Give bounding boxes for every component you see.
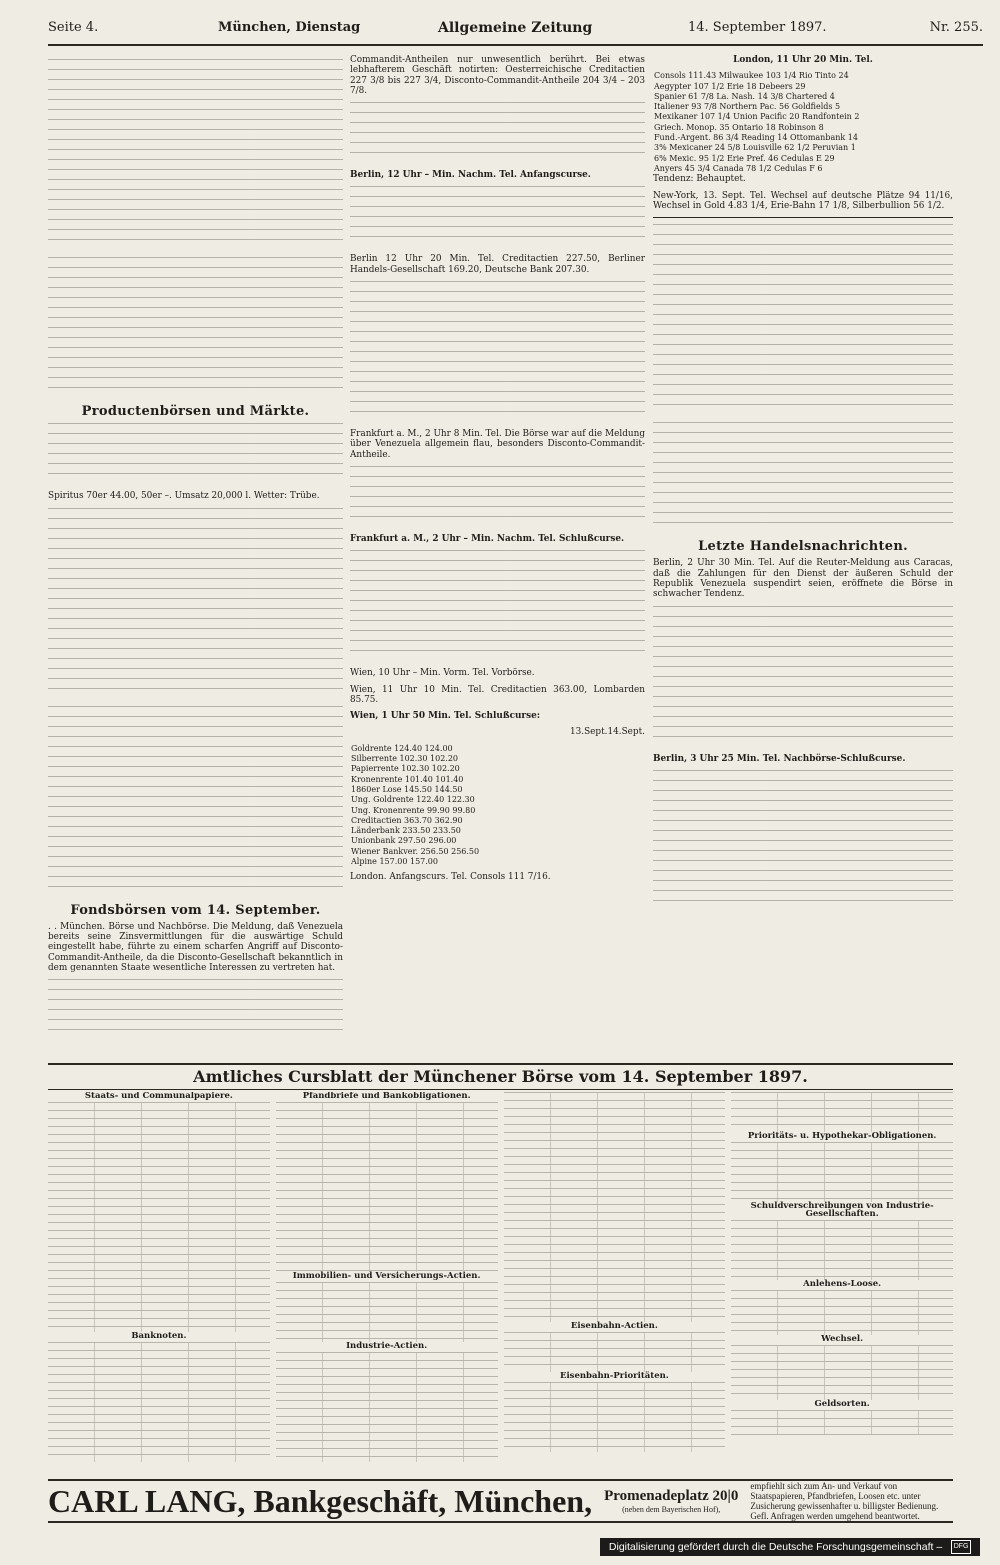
text-block xyxy=(48,257,343,397)
column-3 xyxy=(653,55,953,1055)
london-tendenz: Tendenz: Behauptet. xyxy=(653,174,746,185)
quote-row xyxy=(653,164,953,174)
digitization-footer xyxy=(600,1538,980,1556)
section-heading-fondsboersen: Fondsbörsen vom 14. September. xyxy=(70,902,321,918)
quote-cell: Fund.-Argent. 86 3/4 Reading 14 Ottomanbank 14 xyxy=(654,133,858,143)
stock-column xyxy=(48,1092,270,1477)
text-block xyxy=(350,102,645,162)
stock-table xyxy=(731,1142,953,1202)
quote-row xyxy=(350,795,645,805)
column-1 xyxy=(48,55,343,1055)
berlin-spiritus: Spiritus 70er 44.00, 50er –. Umsatz 20,000 l. Wetter: Trübe. xyxy=(48,491,320,502)
text-block xyxy=(350,186,645,246)
quote-row xyxy=(350,836,645,846)
text-block xyxy=(653,770,953,910)
quote-row xyxy=(350,764,645,774)
london-quote-table xyxy=(653,71,953,174)
ad-address-note: (neben dem Bayerischen Hof), xyxy=(622,1505,721,1514)
stock-table xyxy=(48,1102,270,1332)
quote-cell: Silberrente 102.30 102.20 xyxy=(351,754,459,764)
official-price-sheet-title: Amtliches Cursblatt der Münchener Börse vom 14. September 1897. xyxy=(48,1063,953,1090)
stock-table xyxy=(731,1410,953,1435)
quote-cell: Wiener Bankver. 256.50 256.50 xyxy=(351,846,480,856)
text-block xyxy=(48,59,343,249)
quote-row xyxy=(350,857,645,867)
quote-row xyxy=(350,826,645,836)
quote-cell: Aegypter 107 1/2 Erie 18 Debeers 29 xyxy=(654,81,806,91)
dfg-logo-icon: DFG xyxy=(951,1540,971,1554)
page-header xyxy=(48,18,983,46)
stock-section-title: Prioritäts- u. Hypothekar-Obligationen. xyxy=(747,1131,937,1141)
stock-section-title: Schuldverschreibungen von Industrie-Gesellschaften. xyxy=(750,1201,934,1219)
stock-section-title: Wechsel. xyxy=(821,1334,864,1344)
ad-address: Promenadeplatz 20|0 xyxy=(604,1488,739,1504)
place-day: München, Dienstag xyxy=(218,20,361,35)
text-block xyxy=(48,706,343,896)
newyork-report: New-York, 13. Sept. Tel. Wechsel auf deutsche Plätze 94 11/16, Wechsel in Gold 4.83 1/4, Erie-Bahn 17 1/8, Silberbullion 56 1/2. xyxy=(653,190,953,211)
quote-row xyxy=(350,754,645,764)
quote-row xyxy=(653,92,953,102)
quote-cell: Mexikaner 107 1/4 Union Pacific 20 Randfontein 2 xyxy=(654,112,860,122)
stock-table xyxy=(48,1342,270,1462)
quote-cell: Griech. Monop. 35 Ontario 18 Robinson 8 xyxy=(654,122,824,132)
stock-section-title: Geldsorten. xyxy=(814,1399,870,1409)
text-block xyxy=(350,466,645,526)
stock-section-title: Eisenbahn-Actien. xyxy=(570,1321,658,1331)
quote-row xyxy=(653,112,953,122)
stock-section-title: Banknoten. xyxy=(131,1331,187,1341)
quote-row xyxy=(653,82,953,92)
quote-row xyxy=(350,785,645,795)
quote-row xyxy=(350,744,645,754)
masthead-title: Allgemeine Zeitung xyxy=(438,20,593,36)
stock-section-title: Immobilien- und Versicherungs-Actien. xyxy=(292,1271,481,1281)
stock-table xyxy=(504,1332,726,1372)
wien-report-1110: Wien, 11 Uhr 10 Min. Tel. Creditactien 363.00, Lombarden 85.75. xyxy=(350,684,645,705)
quote-cell: Kronenrente 101.40 101.40 xyxy=(351,774,464,784)
quote-row xyxy=(653,154,953,164)
quote-cell: 1860er Lose 145.50 144.50 xyxy=(351,784,463,794)
quote-cell: Anyers 45 3/4 Canada 78 1/2 Cedulas F 6 xyxy=(654,163,823,173)
text-block xyxy=(48,423,343,483)
quote-cell: Alpine 157.00 157.00 xyxy=(351,857,438,867)
quote-row xyxy=(350,806,645,816)
quote-cell: Unionbank 297.50 296.00 xyxy=(351,836,457,846)
nachboerse-heading: Berlin, 3 Uhr 25 Min. Tel. Nachbörse-Schlußcurse. xyxy=(653,753,906,764)
text-block xyxy=(653,606,953,746)
stock-table xyxy=(731,1290,953,1335)
stock-table xyxy=(504,1092,726,1322)
stock-table xyxy=(276,1282,498,1342)
stock-table xyxy=(731,1092,953,1132)
stock-section-title: Anlehens-Loose. xyxy=(803,1279,882,1289)
quote-cell: 6% Mexic. 95 1/2 Erie Pref. 46 Cedulas E 29 xyxy=(654,153,835,163)
section-heading-productenboersen: Productenbörsen und Märkte. xyxy=(81,404,310,419)
official-price-sheet xyxy=(48,1092,953,1477)
ad-text: empfiehlt sich zum An- und Verkauf von Staatspapieren, Pfandbriefen, Loosen etc. unter Zusicherung gewissenhafter u. billigster Bedienung. Gefl. Anfragen werden umgehend beantwortet. xyxy=(750,1481,939,1521)
quote-row xyxy=(653,71,953,81)
divider xyxy=(653,217,953,218)
quote-cell: Ung. Goldrente 122.40 122.30 xyxy=(351,795,475,805)
quote-row xyxy=(653,133,953,143)
ad-address-block xyxy=(604,1488,738,1514)
issue-date: 14. September 1897. xyxy=(688,20,827,35)
letzte-report: Berlin, 2 Uhr 30 Min. Tel. Auf die Reuter-Meldung aus Caracas, daß die Zahlungen für den Dienst der äußeren Schuld der Republik Venezuela suspendirt seien, eröffnete die Börse in schwacher Tendenz. xyxy=(653,558,953,600)
quote-row xyxy=(653,102,953,112)
wien-schlusscurse: Wien, 1 Uhr 50 Min. Tel. Schlußcurse: xyxy=(350,711,541,722)
page-number: Seite 4. xyxy=(48,20,99,35)
quote-cell: Papierrente 102.30 102.20 xyxy=(351,764,460,774)
ad-company-name: CARL LANG, Bankgeschäft, München, xyxy=(48,1482,593,1519)
wien-vorboerse: Wien, 10 Uhr – Min. Vorm. Tel. Vorbörse. xyxy=(350,668,535,679)
london-heading: London, 11 Uhr 20 Min. Tel. xyxy=(733,55,873,65)
text-block xyxy=(48,508,343,698)
stock-section-title: Eisenbahn-Prioritäten. xyxy=(559,1371,669,1381)
quote-row xyxy=(350,816,645,826)
muenchen-report: . . München. Börse und Nachbörse. Die Meldung, daß Venezuela bereits seine Zinsvermittlungen für die auswärtige Schuld eingestellt habe, führte zu einem scharfen Angriff auf Disconto-Commandit-Antheile, da die Disconto-Gesellschaft bekanntlich in dem genannten Staate wesentliche Interessen zu vertreten hat. xyxy=(48,921,343,974)
quote-cell: Spanier 61 7/8 La. Nash. 14 3/8 Chartered 4 xyxy=(654,91,835,101)
table-date-header: 13.Sept.14.Sept. xyxy=(569,727,645,738)
stock-table xyxy=(276,1102,498,1272)
quote-row xyxy=(653,143,953,153)
text-block xyxy=(48,979,343,1039)
quote-cell: 3% Mexicaner 24 5/8 Louisville 62 1/2 Peruvian 1 xyxy=(654,143,856,153)
stock-section-title: Pfandbriefe und Bankobligationen. xyxy=(302,1092,471,1101)
quote-cell: Ung. Kronenrente 99.90 99.80 xyxy=(351,805,476,815)
stock-table xyxy=(504,1382,726,1452)
text-block xyxy=(653,422,953,532)
frankfurt-report: Frankfurt a. M., 2 Uhr 8 Min. Tel. Die Börse war auf die Meldung über Venezuela allgemein flau, besonders Disconto-Commandit-Antheile. xyxy=(350,429,645,460)
text-block xyxy=(350,281,645,421)
berlin-report-1220: Berlin 12 Uhr 20 Min. Tel. Creditactien 227.50, Berliner Handels-Gesellschaft 169.20, Deutsche Bank 207.30. xyxy=(350,254,645,275)
stock-column xyxy=(276,1092,498,1477)
issue-number: Nr. 255. xyxy=(929,20,983,35)
stock-table xyxy=(276,1352,498,1462)
commandit-report: Commandit-Antheilen nur unwesentlich berührt. Bei etwas lebhafterem Geschäft notirten: Oesterreichische Creditactien 227 3/8 bis 227 3/4, Disconto-Commandit-Antheile 204 3/4 – 203 7/8. xyxy=(350,55,645,96)
stock-table xyxy=(731,1220,953,1280)
text-block xyxy=(350,550,645,660)
footer-text: Digitalisierung gefördert durch die Deutsche Forschungsgemeinschaft – xyxy=(608,1541,943,1553)
stock-column xyxy=(504,1092,726,1477)
quote-cell: Creditactien 363.70 362.90 xyxy=(351,815,463,825)
frankfurt-schlusscurse: Frankfurt a. M., 2 Uhr – Min. Nachm. Tel. Schlußcurse. xyxy=(350,533,625,544)
london-anfangscurs: London. Anfangscurs. Tel. Consols 111 7/16. xyxy=(350,872,551,883)
stock-column xyxy=(731,1092,953,1477)
section-heading-letzte: Letzte Handelsnachrichten. xyxy=(698,539,908,555)
quote-cell: Italiener 93 7/8 Northern Pac. 56 Goldfields 5 xyxy=(654,102,841,112)
stock-table xyxy=(731,1345,953,1400)
column-2 xyxy=(350,55,645,1055)
quote-cell: Länderbank 233.50 233.50 xyxy=(351,826,461,836)
stock-section-title: Industrie-Actien. xyxy=(346,1341,428,1351)
bank-advertisement xyxy=(48,1479,953,1523)
quote-cell: Goldrente 124.40 124.00 xyxy=(351,743,453,753)
quote-row xyxy=(653,123,953,133)
vienna-quote-table xyxy=(350,744,645,868)
berlin-anfangscurse: Berlin, 12 Uhr – Min. Nachm. Tel. Anfangscurse. xyxy=(350,170,591,181)
quote-cell: Consols 111.43 Milwaukee 103 1/4 Rio Tinto 24 xyxy=(654,71,849,81)
stock-section-title: Staats- und Communalpapiere. xyxy=(84,1092,233,1101)
text-block xyxy=(653,224,953,414)
quote-row xyxy=(350,847,645,857)
quote-row xyxy=(350,775,645,785)
